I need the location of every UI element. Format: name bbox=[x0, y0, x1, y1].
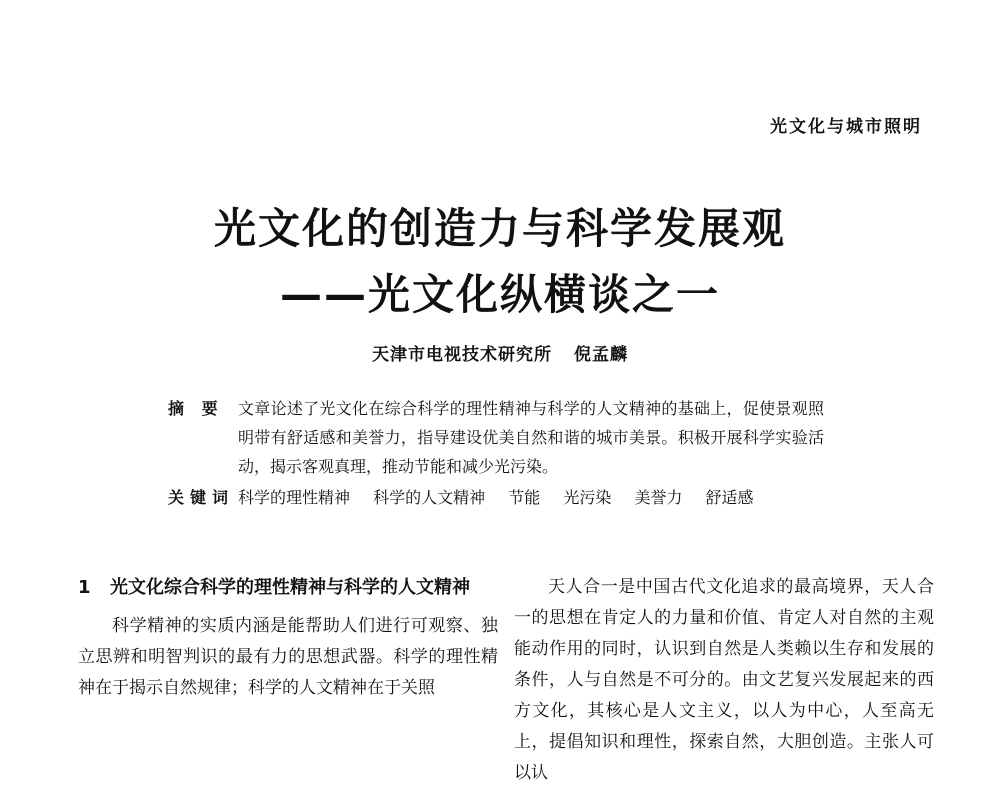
keyword: 光污染 bbox=[563, 488, 612, 507]
byline bbox=[0, 340, 1000, 365]
body-paragraph: 天人合一是中国古代文化追求的最高境界，天人合一的思想在肯定人的力量和价值、肯定人对自然的主观能动作用的同时，认识到自然是人类赖以生存和发展的条件，人与自然是不可分的。由文艺复兴发展起来的西方文化，其核心是人文主义，以人为中心，人至高无上，提倡知识和理性，探索自然，大胆创造。主张人可以认 bbox=[514, 577, 934, 783]
article-subtitle: ——光文化纵横谈之一 bbox=[279, 270, 720, 319]
abstract-text: 文章论述了光文化在综合科学的理性精神与科学的人文精神的基础上，促使景观照明带有舒适感和美誉力，指导建设优美自然和谐的城市美景。积极开展科学实验活动，揭示客观真理，推动节能和减少光污染。 bbox=[238, 399, 824, 476]
keywords-list bbox=[238, 483, 824, 512]
keyword: 节能 bbox=[508, 488, 541, 507]
keyword: 科学的理性精神 bbox=[238, 488, 351, 507]
keyword: 美誉力 bbox=[634, 488, 683, 507]
section-heading bbox=[78, 572, 498, 603]
keywords-label: 关键词 bbox=[168, 488, 235, 507]
keyword: 舒适感 bbox=[705, 488, 754, 507]
section-title: 光文化综合科学的理性精神与科学的人文精神 bbox=[110, 577, 470, 598]
running-head: 光文化与城市照明 bbox=[770, 117, 922, 137]
section-number: 1 bbox=[78, 577, 91, 598]
author-affiliation: 天津市电视技术研究所 bbox=[372, 345, 552, 365]
keyword: 科学的人文精神 bbox=[373, 488, 486, 507]
abstract-block bbox=[168, 394, 838, 512]
body-paragraph: 科学精神的实质内涵是能帮助人们进行可观察、独立思辨和明智判识的最有力的思想武器。科学的理性精神在于揭示自然规律；科学的人文精神在于关照 bbox=[78, 616, 498, 698]
article-title: 光文化的创造力与科学发展观 bbox=[213, 204, 786, 253]
abstract-label: 摘 要 bbox=[168, 399, 224, 418]
left-column bbox=[78, 572, 498, 704]
author-name: 倪孟麟 bbox=[574, 345, 628, 365]
right-column bbox=[514, 572, 934, 789]
